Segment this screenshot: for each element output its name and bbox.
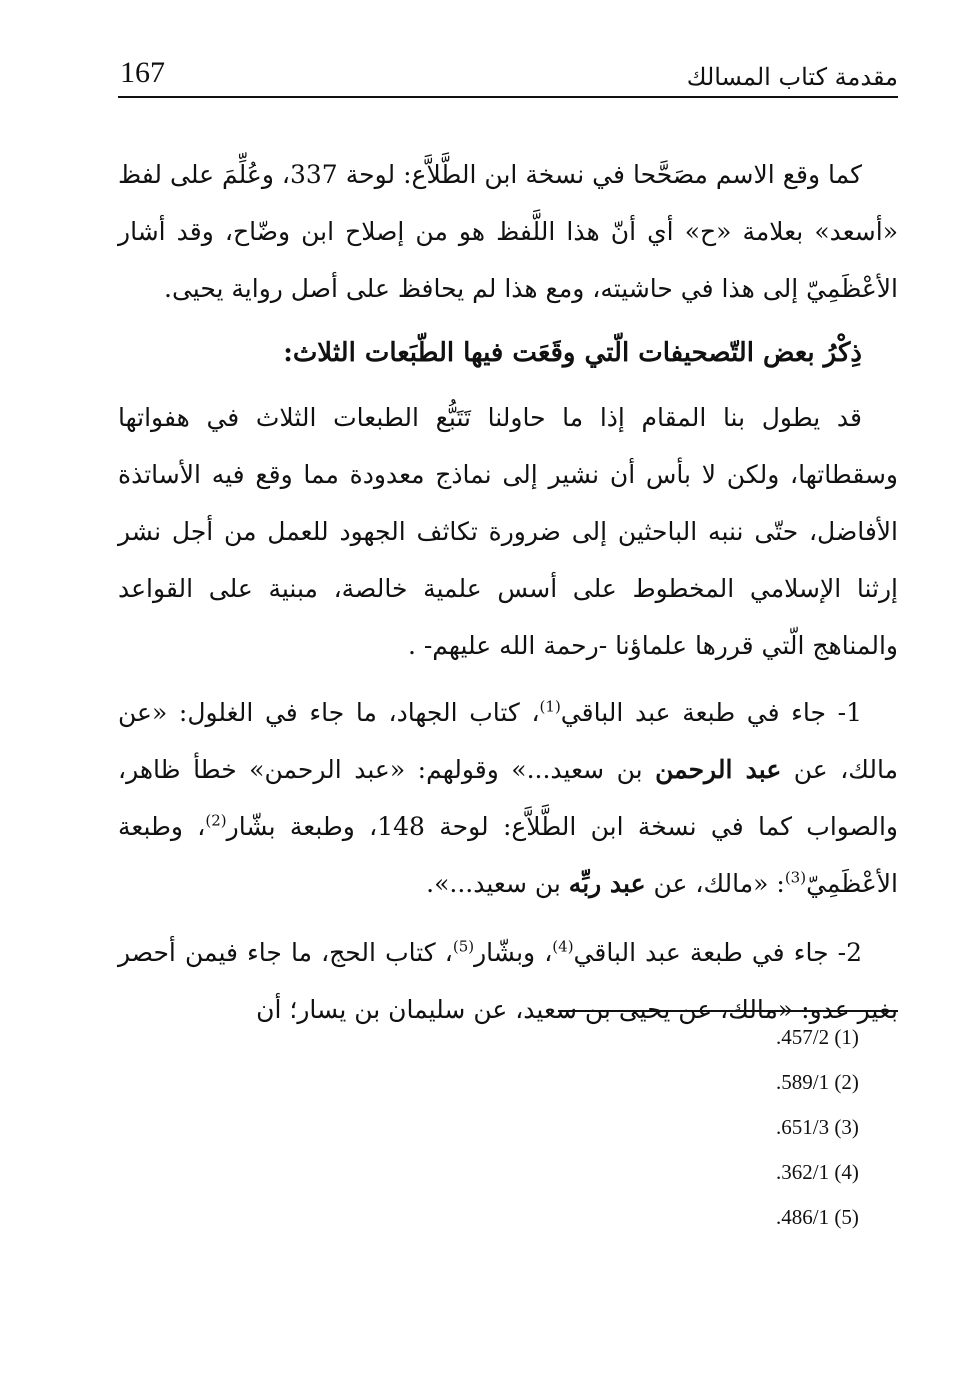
paragraph-overview: قد يطول بنا المقام إذا ما حاولنا تَتَبُّع الطبعات الثلاث في هفواتها وسقطاتها، ولكن لا بأس أن نشير إلى نماذج معدودة مما وقع فيه الأساتذة الأفاضل، حتّى ننبه الباحثين إلى ضرورة تكاثف الجهود للعمل من أجل نشر إرثنا الإسلامي المخطوط على أسس علمية خالصة، مبنية على القواعد والمناهج الّتي قررها علماؤنا -رحمة الله عليهم- . [118,403,898,660]
footnote-number: (1) [834,1025,859,1049]
footnote-item [700,1024,896,1069]
item1-text-d: ، وطبعة الأعْظَمِيّ [118,812,898,898]
footnote-ref-2[interactable]: (2) [205,811,227,830]
main-text [118,146,898,1038]
item2-text-c: ، كتاب الحج، ما جاء فيمن أحصر بغير عدو: «مالك، عن يحيى بن سعيد، عن سليمان بن يسار؛ أن [118,938,898,1024]
footnote-number: (2) [834,1070,859,1094]
footnote-item [700,1204,896,1249]
paragraph-intro: كما وقع الاسم مصَحَّحا في نسخة ابن الطَّلاَّع: لوحة 337، وعُلِّمَ على لفظ «أسعد» بعلامة «ح» أي أنّ هذا اللَّفظ هو من إصلاح ابن وضّاح، وقد أشار الأعْظَمِيّ إلى هذا في حاشيته، ومع هذا لم يحافظ على أصل رواية يحيى. [118,160,898,303]
item1-text-f: بن سعيد...». [426,869,569,898]
footnote-text: .362/1 [776,1160,830,1184]
footnote-ref-4[interactable]: (4) [552,937,574,956]
footnote-ref-3[interactable]: (3) [784,868,807,887]
footnote-ref-5[interactable]: (5) [452,937,475,956]
list-item-2 [118,924,898,1038]
item1-text-a: 1- جاء في طبعة عبد الباقي [560,698,863,727]
section-heading: ذِكْرُ بعض التّصحيفات الّتي وقَعَت فيها الطّبَعات الثلاث: [283,338,862,368]
footnote-number: (3) [834,1115,859,1139]
footnote-number: (4) [834,1160,859,1184]
footnote-text: .457/2 [776,1025,830,1049]
footnote-text: .486/1 [776,1205,830,1229]
list-item-1 [118,684,898,912]
footnote-ref-1[interactable]: (1) [539,697,561,716]
footnote-item [700,1069,896,1114]
page-number: 167 [120,56,165,89]
footnote-separator [558,1010,898,1012]
footnote-number: (5) [834,1205,859,1229]
footnote-item [700,1114,896,1159]
item1-text-b: ، كتاب الجهاد، ما جاء في الغلول: «عن مالك، عن [118,698,898,784]
running-title: مقدمة كتاب المسالك [686,63,898,91]
footnote-text: .589/1 [776,1070,830,1094]
item1-text-c: بن سعيد...» وقولهم: «عبد الرحمن» خطأ ظاهر، والصواب كما في نسخة ابن الطَّلاَّع: لوحة 148، وطبعة بشّار [118,755,898,841]
item2-text-b: ، وبشّار [474,938,553,967]
footnote-item [700,1159,896,1204]
footnote-text: .651/3 [776,1115,830,1139]
item1-bold-name-1: عبد الرحمن [655,755,782,784]
page-header [118,50,898,98]
footnotes [700,1024,896,1249]
item1-text-e: : «مالك، عن [645,869,785,898]
item1-bold-name-2: عبد ربِّه [568,869,646,898]
item2-text-a: 2- جاء في طبعة عبد الباقي [573,938,862,967]
